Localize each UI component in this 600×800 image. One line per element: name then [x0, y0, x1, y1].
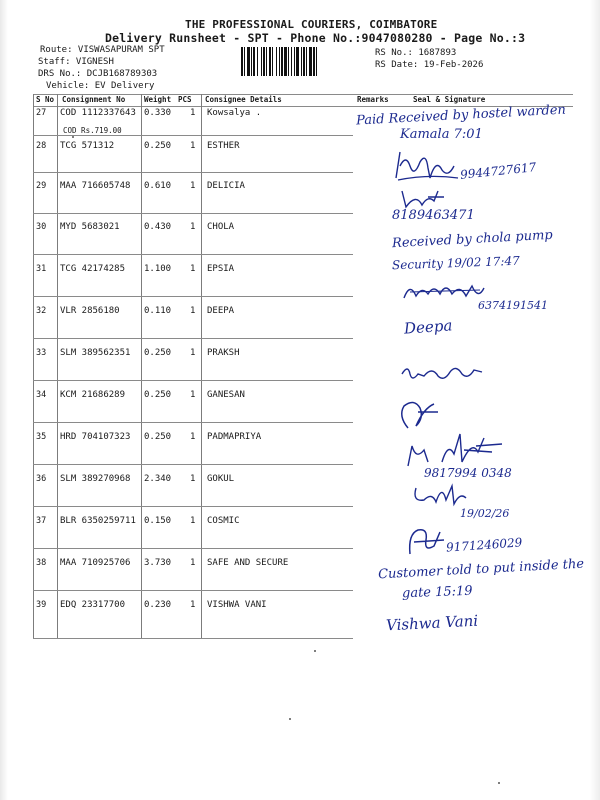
row-weight: 0.250 [144, 348, 172, 358]
row-pcs: 1 [190, 432, 196, 442]
row-sno: 28 [36, 141, 47, 151]
row-pcs: 1 [190, 181, 196, 191]
row-consignee: SAFE AND SECURE [207, 558, 289, 568]
row-sno: 31 [36, 264, 47, 274]
runsheet-title: Delivery Runsheet - SPT - Phone No.:9047080280 - Page No.:3 [105, 31, 526, 45]
row-rule [33, 464, 353, 465]
row-sno: 29 [36, 181, 47, 191]
row-consignee: DEEPA [207, 306, 235, 316]
col-divider [201, 94, 202, 639]
row-rule [33, 213, 353, 214]
rs-number: RS No.: 1687893 [375, 48, 457, 58]
row-weight: 0.230 [144, 600, 172, 610]
row-weight: 0.430 [144, 222, 172, 232]
handwritten-remark: Paid Received by hostel warden [355, 102, 567, 129]
signature-scribble [392, 148, 462, 184]
row-weight: 0.250 [144, 390, 172, 400]
row-rule [33, 254, 353, 255]
row-consignment: MYD 5683021 [60, 222, 120, 232]
handwritten-signature: Deepa [403, 316, 453, 338]
row-sno: 33 [36, 348, 47, 358]
col-divider [57, 94, 58, 639]
row-sno: 32 [36, 306, 47, 316]
handwritten-phone: 9944727617 [459, 160, 537, 182]
row-consignment: TCG 42174285 [60, 264, 126, 274]
row-consignment: MAA 716605748 [60, 181, 131, 191]
row-rule [33, 506, 353, 507]
handwritten-remark: Received by chola pump [391, 227, 554, 252]
scan-edge-right [590, 0, 600, 800]
cod-amount: COD Rs.719.00 [63, 126, 122, 135]
row-consignment: SLM 389562351 [60, 348, 131, 358]
scan-speck [498, 782, 500, 784]
staff-field: Staff: VIGNESH [38, 57, 114, 67]
col-seal-signature: Seal & Signature [413, 95, 486, 104]
row-consignment: EDQ 23317700 [60, 600, 126, 610]
row-weight: 3.730 [144, 558, 172, 568]
row-rule [33, 296, 353, 297]
drs-field: DRS No.: DCJB168789303 [38, 69, 158, 79]
handwritten-date: 19/02/26 [460, 507, 510, 520]
row-consignment: KCM 21686289 [60, 390, 126, 400]
row-rule [33, 172, 353, 173]
handwritten-signature: Vishwa Vani [385, 611, 479, 635]
scan-speck [72, 136, 74, 138]
row-pcs: 1 [190, 558, 196, 568]
vehicle-field: Vehicle: EV Delivery [46, 81, 155, 91]
row-weight: 0.330 [144, 108, 172, 118]
col-pcs: PCS [178, 95, 192, 104]
handwritten-phone: 9817994 0348 [424, 466, 512, 480]
row-rule [33, 590, 353, 591]
rs-date: RS Date: 19-Feb-2026 [375, 60, 484, 70]
handwritten-phone: 8189463471 [392, 208, 475, 223]
row-sno: 34 [36, 390, 47, 400]
row-sno: 38 [36, 558, 47, 568]
row-rule [33, 380, 353, 381]
row-weight: 1.100 [144, 264, 172, 274]
row-consignee: DELICIA [207, 181, 245, 191]
col-remarks: Remarks [357, 95, 389, 104]
row-consignee: COSMIC [207, 516, 240, 526]
handwritten-phone: 6374191541 [478, 299, 548, 312]
row-consignee: EPSIA [207, 264, 235, 274]
row-sno: 36 [36, 474, 47, 484]
handwritten-remark: gate 15:19 [401, 583, 473, 602]
row-consignee: PADMAPRIYA [207, 432, 262, 442]
row-rule [33, 638, 353, 639]
row-sno: 37 [36, 516, 47, 526]
row-pcs: 1 [190, 600, 196, 610]
row-rule [33, 135, 353, 136]
row-consignee: CHOLA [207, 222, 235, 232]
row-pcs: 1 [190, 390, 196, 400]
signature-scribble [398, 360, 488, 386]
row-weight: 0.610 [144, 181, 172, 191]
row-consignee: ESTHER [207, 141, 240, 151]
row-consignee: VISHWA VANI [207, 600, 267, 610]
row-pcs: 1 [190, 516, 196, 526]
signature-scribble [394, 398, 442, 434]
col-weight: Weight [144, 95, 172, 104]
row-rule [33, 338, 353, 339]
row-rule [33, 548, 353, 549]
row-pcs: 1 [190, 306, 196, 316]
row-consignee: PRAKSH [207, 348, 240, 358]
row-weight: 0.150 [144, 516, 172, 526]
row-consignment: MAA 710925706 [60, 558, 131, 568]
row-consignee: Kowsalya . [207, 108, 262, 118]
col-consignment: Consignment No [62, 95, 126, 104]
row-weight: 2.340 [144, 474, 172, 484]
row-consignee: GOKUL [207, 474, 235, 484]
row-rule [33, 422, 353, 423]
row-sno: 39 [36, 600, 47, 610]
route-field: Route: VISWASAPURAM SPT [40, 45, 165, 55]
row-pcs: 1 [190, 348, 196, 358]
col-sno: S No [36, 95, 55, 104]
scan-speck [289, 718, 291, 720]
row-pcs: 1 [190, 222, 196, 232]
header-rule-top [33, 94, 573, 95]
barcode [241, 47, 371, 76]
table-left-border [33, 94, 34, 639]
row-weight: 0.250 [144, 141, 172, 151]
row-pcs: 1 [190, 474, 196, 484]
row-consignee: GANESAN [207, 390, 245, 400]
row-sno: 27 [36, 108, 47, 118]
handwritten-remark: Security 19/02 17:47 [391, 253, 520, 273]
scan-speck [314, 650, 316, 652]
row-weight: 0.250 [144, 432, 172, 442]
row-consignment: COD 1112337643 [60, 108, 136, 118]
row-consignment: TCG 571312 [60, 141, 115, 151]
signature-scribble [404, 524, 448, 558]
signature-scribble [400, 278, 490, 306]
handwritten-phone: 9171246029 [445, 535, 523, 555]
row-pcs: 1 [190, 264, 196, 274]
col-divider [141, 94, 142, 639]
row-pcs: 1 [190, 141, 196, 151]
row-sno: 35 [36, 432, 47, 442]
row-pcs: 1 [190, 108, 196, 118]
company-name: THE PROFESSIONAL COURIERS, COIMBATORE [185, 18, 438, 31]
handwritten-remark: Customer told to put inside the [377, 556, 585, 583]
row-consignment: BLR 6350259711 [60, 516, 136, 526]
scan-edge-left [0, 0, 8, 800]
row-consignment: SLM 389270968 [60, 474, 131, 484]
row-consignment: VLR 2856180 [60, 306, 120, 316]
handwritten-remark: Kamala 7:01 [400, 127, 483, 142]
row-consignment: HRD 704107323 [60, 432, 131, 442]
col-consignee: Consignee Details [205, 95, 282, 104]
row-sno: 30 [36, 222, 47, 232]
row-weight: 0.110 [144, 306, 172, 316]
